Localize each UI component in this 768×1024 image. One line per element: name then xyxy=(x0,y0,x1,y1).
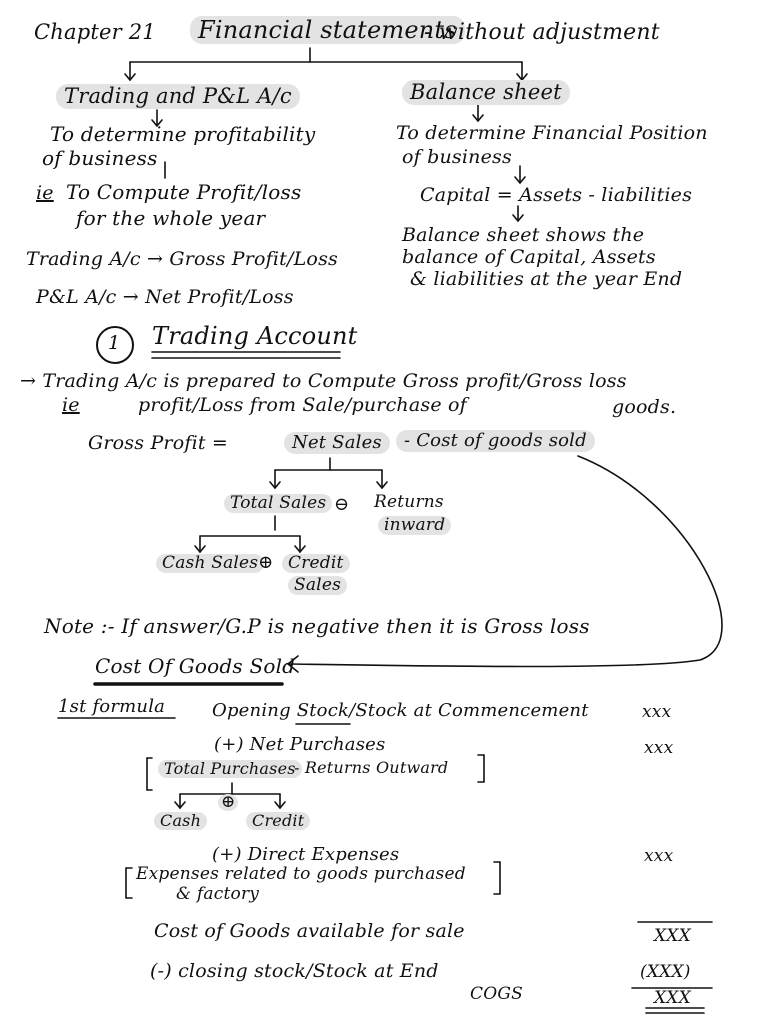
cogs-heading: Cost Of Goods Sold xyxy=(95,654,296,678)
bs-shows-line1: Balance sheet shows the xyxy=(402,224,645,246)
direct-expenses-line: (+) Direct Expenses xyxy=(212,844,400,865)
cash-term: Cash xyxy=(154,812,207,830)
trading-desc-line2b: goods. xyxy=(612,396,677,418)
cash-sales-term: Cash Sales xyxy=(156,554,264,573)
left-compute-line2: for the whole year xyxy=(76,206,266,230)
returns-outward-term: - Returns Outward xyxy=(294,758,449,777)
minus-symbol: ⊖ xyxy=(334,494,350,515)
left-purpose-line1: To determine profitability xyxy=(50,122,316,146)
trading-account-heading: Trading Account xyxy=(152,322,358,350)
trading-desc-line1: → Trading A/c is prepared to Compute Gross profit/Gross loss xyxy=(20,370,627,392)
trading-pl-heading: Trading and P&L A/c xyxy=(56,84,300,109)
trading-ie-label: ie xyxy=(62,394,80,416)
expenses-detail-line1: Expenses related to goods purchased xyxy=(136,864,466,884)
balance-sheet-heading: Balance sheet xyxy=(402,80,570,105)
right-purpose-line1: To determine Financial Position xyxy=(396,122,708,144)
bs-shows-line2: balance of Capital, Assets xyxy=(402,246,656,268)
expenses-detail-line2: & factory xyxy=(176,884,260,904)
gross-profit-label: Gross Profit = xyxy=(88,432,229,454)
trading-rule: Trading A/c → Gross Profit/Loss xyxy=(26,248,338,270)
goods-available-line: Cost of Goods available for sale xyxy=(154,920,465,942)
left-compute-line1: To Compute Profit/loss xyxy=(66,180,302,204)
credit-sales-line1: Credit xyxy=(282,554,350,573)
net-purchases-amount: xxx xyxy=(644,738,674,758)
net-sales-term: Net Sales xyxy=(284,432,390,454)
opening-stock-line: Opening Stock/Stock at Commencement xyxy=(212,700,589,721)
credit-term: Credit xyxy=(246,812,310,830)
gross-loss-note: Note :- If answer/G.P is negative then it is Gross loss xyxy=(44,614,590,638)
first-formula-label: 1st formula xyxy=(58,696,166,717)
net-purchases-line: (+) Net Purchases xyxy=(214,734,386,755)
credit-sales-line2: Sales xyxy=(288,576,347,595)
cogs-result-amount: XXX xyxy=(654,988,691,1008)
cogs-term: - Cost of goods sold xyxy=(396,430,595,452)
total-sales-term: Total Sales xyxy=(224,494,332,513)
closing-stock-amount: (XXX) xyxy=(640,962,691,982)
cogs-result-label: COGS xyxy=(470,984,523,1004)
left-ie-label: ie xyxy=(36,182,54,204)
section-number: 1 xyxy=(108,332,121,354)
page-subtitle: - without adjustment xyxy=(424,20,660,45)
purchase-plus-symbol: ⊕ xyxy=(218,794,238,811)
direct-expenses-amount: xxx xyxy=(644,846,674,866)
bs-shows-line3: & liabilities at the year End xyxy=(410,268,683,290)
trading-desc-line2: profit/Loss from Sale/purchase of xyxy=(138,394,467,416)
returns-inward-line2: inward xyxy=(378,516,451,535)
total-purchases-term: Total Purchases xyxy=(158,760,302,778)
plus-symbol: ⊕ xyxy=(258,552,274,573)
closing-stock-line: (-) closing stock/Stock at End xyxy=(150,960,439,982)
left-purpose-line2: of business xyxy=(42,146,158,170)
page-title: Financial statements xyxy=(190,16,465,44)
right-purpose-line2: of business xyxy=(402,146,512,168)
capital-equation: Capital = Assets - liabilities xyxy=(420,184,693,206)
returns-inward-line1: Returns xyxy=(374,492,444,512)
goods-available-amount: XXX xyxy=(654,926,691,946)
pl-rule: P&L A/c → Net Profit/Loss xyxy=(36,286,294,308)
opening-stock-amount: xxx xyxy=(642,702,672,722)
chapter-label: Chapter 21 xyxy=(34,20,156,44)
